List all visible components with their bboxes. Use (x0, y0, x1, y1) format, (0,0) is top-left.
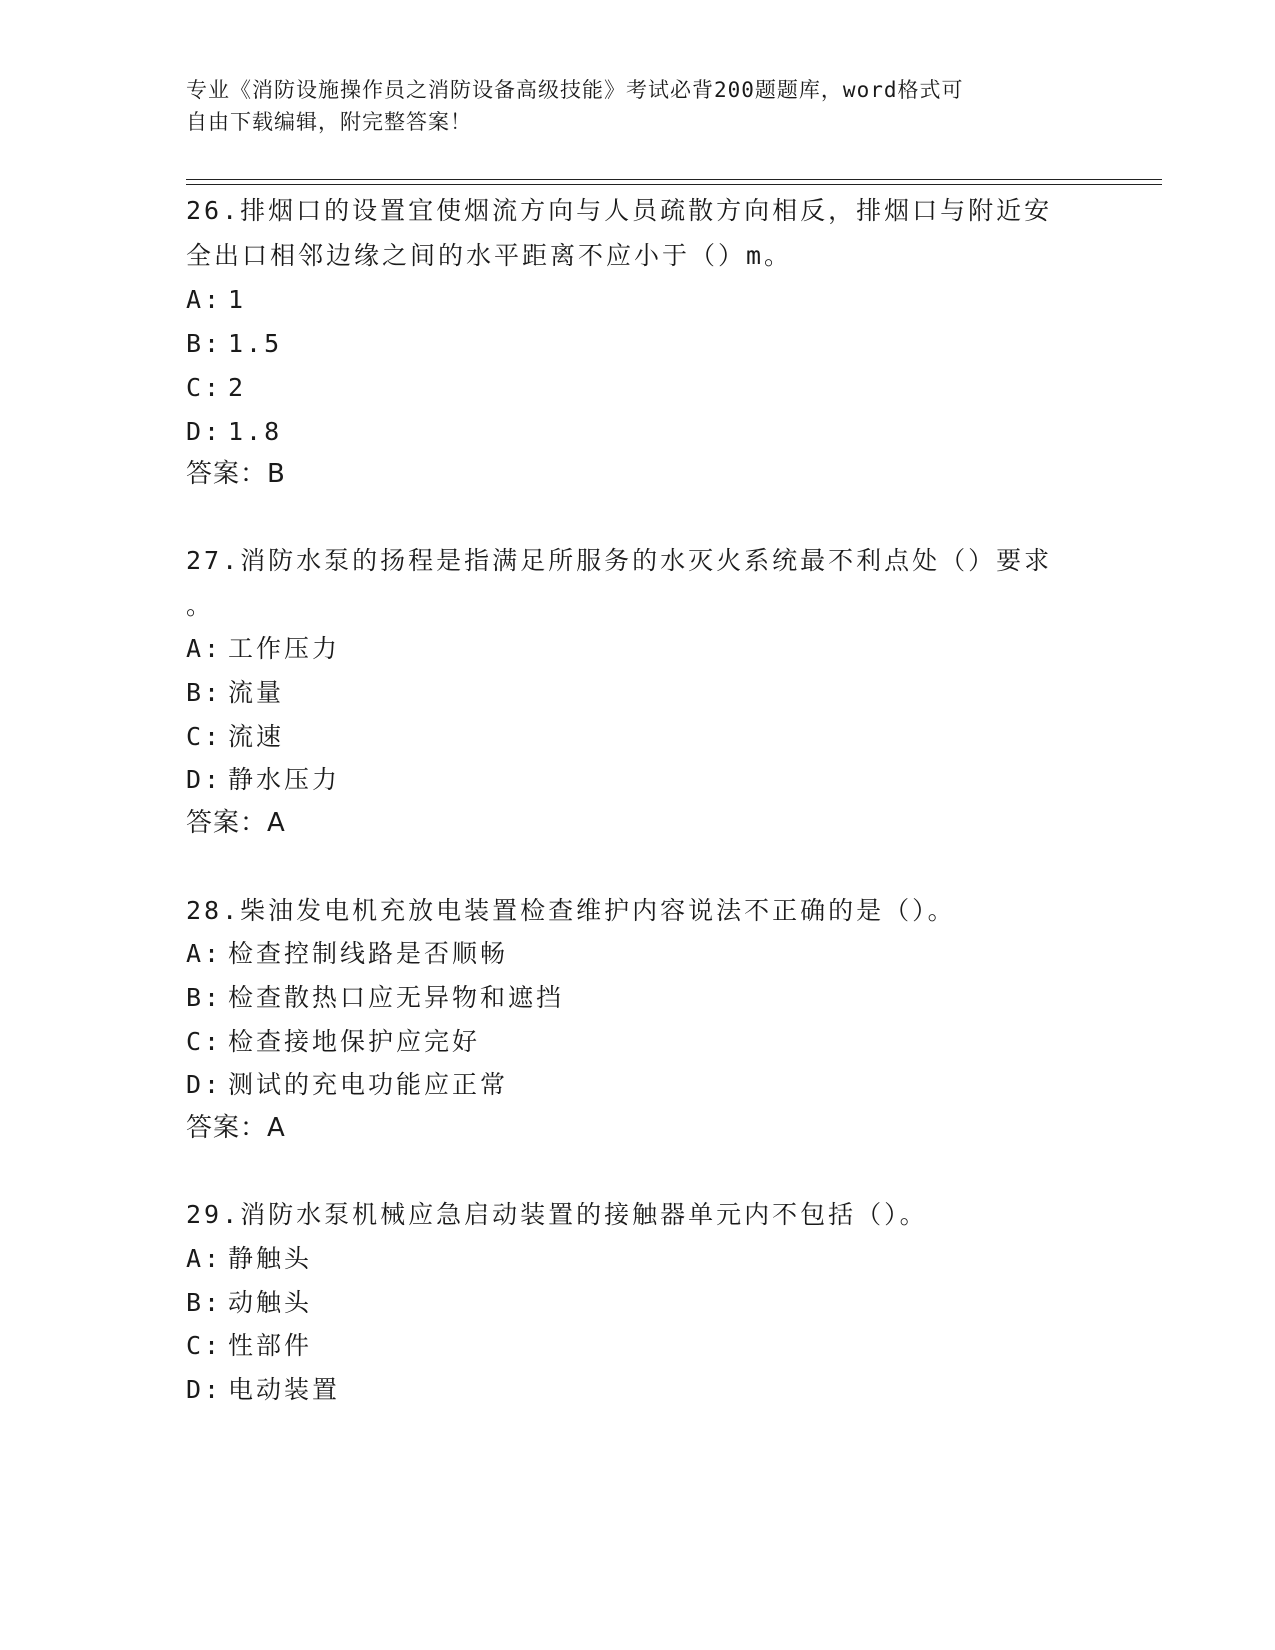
question-stem-line: 29.消防水泵机械应急启动装置的接触器单元内不包括（）。 (186, 1200, 928, 1229)
question-27-option-b (186, 670, 284, 715)
option-key: D: (186, 1375, 223, 1404)
option-text: 检查接地保护应完好 (228, 1027, 481, 1056)
header-divider-top (186, 179, 1162, 180)
question-28-stem (186, 888, 1086, 933)
question-26-option-c (186, 365, 246, 410)
question-29-option-a (186, 1236, 312, 1281)
option-text: 检查控制线路是否顺畅 (228, 939, 509, 968)
option-text: 2 (228, 373, 247, 402)
option-text: 动触头 (228, 1288, 313, 1317)
question-stem-line: 全出口相邻边缘之间的水平距离不应小于（）m。 (186, 241, 793, 270)
option-text: 静水压力 (228, 765, 341, 794)
header-divider-bottom (186, 184, 1162, 185)
option-key: D: (186, 1070, 223, 1099)
option-text: 测试的充电功能应正常 (228, 1070, 509, 1099)
option-key: C: (186, 373, 223, 402)
option-text: 流速 (228, 722, 285, 751)
question-stem-line: 28.柴油发电机充放电装置检查维护内容说法不正确的是（）。 (186, 896, 956, 925)
option-text: 工作压力 (228, 634, 341, 663)
option-key: B: (186, 678, 223, 707)
question-26-answer: 答案：B (186, 459, 286, 489)
document-header (186, 74, 1066, 138)
question-26-option-d (186, 409, 282, 454)
option-key: A: (186, 285, 223, 314)
option-key: D: (186, 765, 223, 794)
option-text: 流量 (228, 678, 285, 707)
question-27-option-a (186, 626, 340, 671)
question-28-option-d (186, 1062, 508, 1107)
option-text: 静触头 (228, 1244, 313, 1273)
option-key: C: (186, 1331, 223, 1360)
question-27-answer: 答案：A (186, 808, 286, 838)
question-stem-line: 。 (186, 591, 215, 620)
question-28-option-c (186, 1019, 480, 1064)
question-stem-line: 27.消防水泵的扬程是指满足所服务的水灭火系统最不利点处（）要求 (186, 546, 1053, 575)
option-key: D: (186, 417, 223, 446)
option-text: 1.5 (228, 329, 283, 358)
question-27-option-d (186, 757, 340, 802)
question-29-option-b (186, 1280, 312, 1325)
question-28-option-a (186, 931, 508, 976)
question-28-option-b (186, 975, 564, 1020)
option-key: A: (186, 634, 223, 663)
question-29-option-d (186, 1367, 340, 1412)
header-line-2: 自由下载编辑，附完整答案！ (186, 110, 472, 134)
question-28-answer: 答案：A (186, 1113, 286, 1143)
question-27-option-c (186, 714, 284, 759)
question-29-option-c (186, 1323, 312, 1368)
option-text: 电动装置 (228, 1375, 341, 1404)
question-26-option-b (186, 321, 282, 366)
option-key: C: (186, 722, 223, 751)
question-26-stem (186, 188, 1086, 278)
option-key: B: (186, 1288, 223, 1317)
option-key: B: (186, 983, 223, 1012)
question-29-stem (186, 1192, 1086, 1237)
header-line-1: 专业《消防设施操作员之消防设备高级技能》考试必背200题题库，word格式可 (186, 78, 964, 102)
question-27-stem (186, 538, 1086, 628)
option-key: A: (186, 939, 223, 968)
option-text: 性部件 (228, 1331, 313, 1360)
option-key: A: (186, 1244, 223, 1273)
option-key: B: (186, 329, 223, 358)
question-26-option-a (186, 277, 246, 322)
option-text: 1.8 (228, 417, 283, 446)
option-key: C: (186, 1027, 223, 1056)
question-stem-line: 26.排烟口的设置宜使烟流方向与人员疏散方向相反，排烟口与附近安 (186, 196, 1053, 225)
option-text: 1 (228, 285, 247, 314)
option-text: 检查散热口应无异物和遮挡 (228, 983, 565, 1012)
